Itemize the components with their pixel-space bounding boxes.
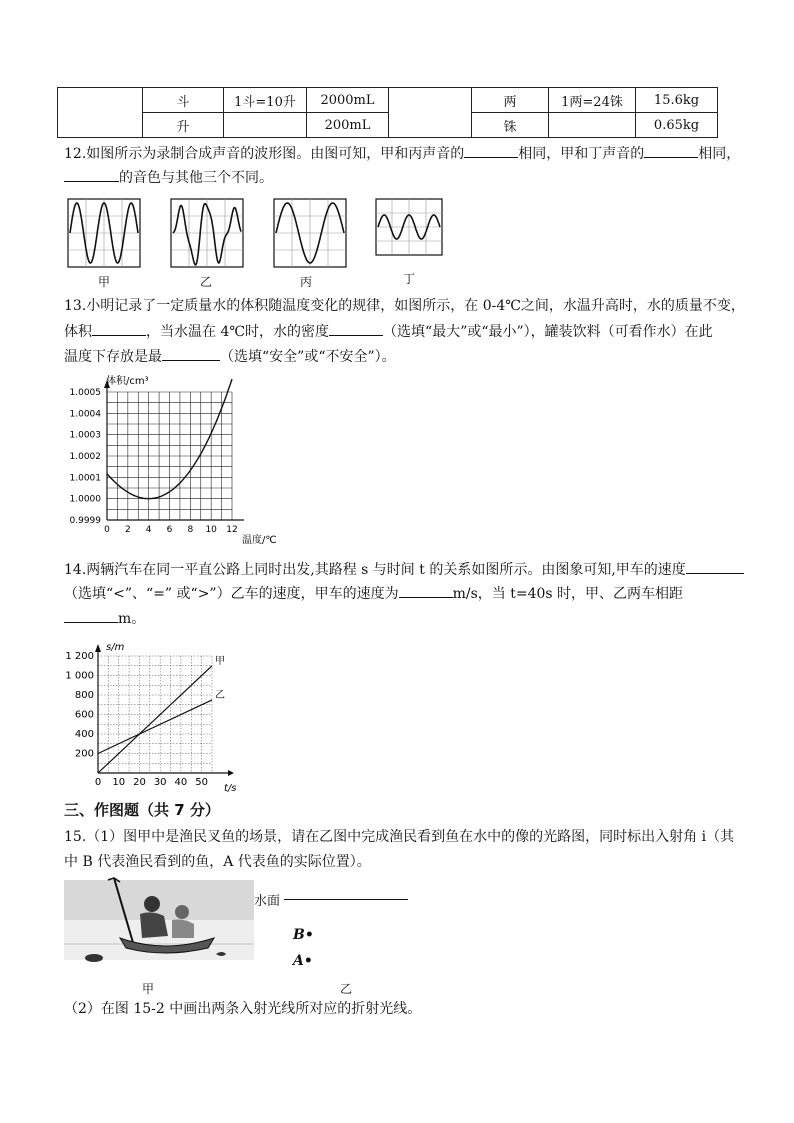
y-tick-label: 1.0005 <box>69 388 101 398</box>
waveform-jia <box>64 197 144 269</box>
y-tick-label: 1.0002 <box>69 452 101 462</box>
waveform-label: 乙 <box>200 275 213 289</box>
x-axis-arrow <box>228 770 234 776</box>
waveform-bing <box>270 197 350 269</box>
volume-temperature-chart <box>62 372 312 548</box>
water-surface-label: 水面 <box>254 894 281 909</box>
units-table <box>57 87 718 138</box>
y-tick-label: 1 000 <box>65 670 94 682</box>
answer-blank[interactable] <box>686 559 744 574</box>
table-cell <box>224 113 307 138</box>
table-cell: 15.6kg <box>636 88 718 113</box>
x-tick-label: 4 <box>145 525 152 535</box>
table-cell: 铢 <box>472 113 549 138</box>
table-cell: 2000mL <box>307 88 389 113</box>
q13-line1: 13.小明记录了一定质量水的体积随温度变化的规律，如图所示，在 0-4℃之间，水温升高时，水的质量不变， <box>64 298 745 314</box>
q13-line2: 体积 ，当水温在 4℃时，水的密度 （选填“最大”或“最小”），罐装饮料（可看作水）在此 <box>64 321 713 342</box>
x-tick-label: 20 <box>133 777 146 788</box>
y-tick-label: 800 <box>74 690 94 701</box>
y-tick-label: 1.0000 <box>69 494 101 505</box>
chart-series-line <box>98 666 212 773</box>
fisherman-illustration <box>64 876 254 976</box>
table-cell: 升 <box>143 113 224 138</box>
y-tick-label: 1.0001 <box>69 473 101 484</box>
legend-label: 甲 <box>215 655 225 667</box>
q12-line1: 12.如图所示为录制合成声音的波形图。由图可知，甲和丙声音的 相同，甲和丁声音的 相同， <box>64 143 740 164</box>
x-tick-label: 50 <box>195 777 209 788</box>
distance-time-chart <box>62 636 252 796</box>
x-tick-label: 10 <box>205 525 217 535</box>
x-tick-label: 10 <box>112 777 126 788</box>
y-tick-label: 0.9999 <box>69 516 101 526</box>
table-cell: 200mL <box>307 113 389 138</box>
answer-blank[interactable] <box>329 321 383 336</box>
answer-blank[interactable] <box>92 321 146 336</box>
point-a: A• <box>293 953 313 969</box>
table-cell: 1两=24铢 <box>549 88 636 113</box>
q12-line2: 的音色与其他三个不同。 <box>64 167 273 188</box>
q15-line2: 中 B 代表渔民看到的鱼，A 代表鱼的实际位置）。 <box>64 854 371 870</box>
y-axis-label: 体积/cm³ <box>106 376 149 387</box>
legend-label: 乙 <box>215 689 225 701</box>
figure-label-yi: 乙 <box>340 982 353 996</box>
x-tick-label: 30 <box>153 777 167 788</box>
answer-blank[interactable] <box>399 583 453 598</box>
table-cell: 1斗=10升 <box>224 88 307 113</box>
q13-line3: 温度下存放是最 （选填“安全”或“不安全”）。 <box>64 346 396 367</box>
x-tick-label: 12 <box>226 525 238 535</box>
waveform-label: 丁 <box>403 272 416 286</box>
waveform-yi <box>167 197 247 269</box>
x-axis-label: 温度/℃ <box>242 535 277 546</box>
y-tick-label: 600 <box>74 709 94 721</box>
x-tick-label: 6 <box>166 525 173 535</box>
point-b: B• <box>293 927 314 943</box>
answer-blank[interactable] <box>64 167 119 182</box>
figure-label-jia: 甲 <box>142 982 155 996</box>
q14-line2: （选填“<”、“=” 或“>”）乙车的速度，甲车的速度为 m/s，当 t=40s 时，甲、乙两车相距 <box>64 583 683 604</box>
waveform-label: 丙 <box>300 275 313 289</box>
q15-line1: 15.（1）图甲中是渔民叉鱼的场景，请在乙图中完成渔民看到鱼在水中的像的光路图，同时标出入射角 i（其 <box>64 829 735 845</box>
table-cell: 两 <box>472 88 549 113</box>
y-tick-label: 400 <box>74 729 94 740</box>
table-cell <box>389 88 472 138</box>
x-axis-label: t/s <box>224 783 237 794</box>
y-tick-label: 200 <box>74 748 94 760</box>
y-tick-label: 1 200 <box>65 651 94 662</box>
water-surface-line <box>284 899 408 900</box>
table-cell <box>58 88 143 138</box>
table-cell: 斗 <box>143 88 224 113</box>
table-cell <box>549 113 636 138</box>
section-heading: 三、作图题（共 7 分） <box>64 801 220 819</box>
y-tick-label: 1.0004 <box>69 409 101 420</box>
y-axis-arrow <box>95 644 101 652</box>
y-axis-label: s/m <box>106 642 125 653</box>
x-tick-label: 2 <box>124 525 131 535</box>
answer-blank[interactable] <box>644 143 698 158</box>
q15-part2: （2）在图 15-2 中画出两条入射光线所对应的折射光线。 <box>64 1001 422 1017</box>
answer-blank[interactable] <box>464 143 518 158</box>
q14-line1: 14.两辆汽车在同一平直公路上同时出发,其路程 s 与时间 t 的关系如图所示。由图象可知,甲车的速度 <box>64 559 744 580</box>
x-tick-label: 0 <box>94 777 102 788</box>
x-tick-label: 40 <box>174 777 188 788</box>
answer-blank[interactable] <box>162 346 220 361</box>
y-tick-label: 1.0003 <box>69 430 101 441</box>
x-tick-label: 0 <box>104 525 110 535</box>
answer-blank[interactable] <box>64 608 118 623</box>
chart-series-line <box>98 700 212 754</box>
q14-line3: m。 <box>64 608 145 629</box>
table-cell: 0.65kg <box>636 113 718 138</box>
x-tick-label: 8 <box>187 525 194 535</box>
waveform-label: 甲 <box>98 275 111 289</box>
waveform-ding <box>372 197 446 257</box>
table-row <box>58 88 718 113</box>
table-row <box>58 113 718 138</box>
